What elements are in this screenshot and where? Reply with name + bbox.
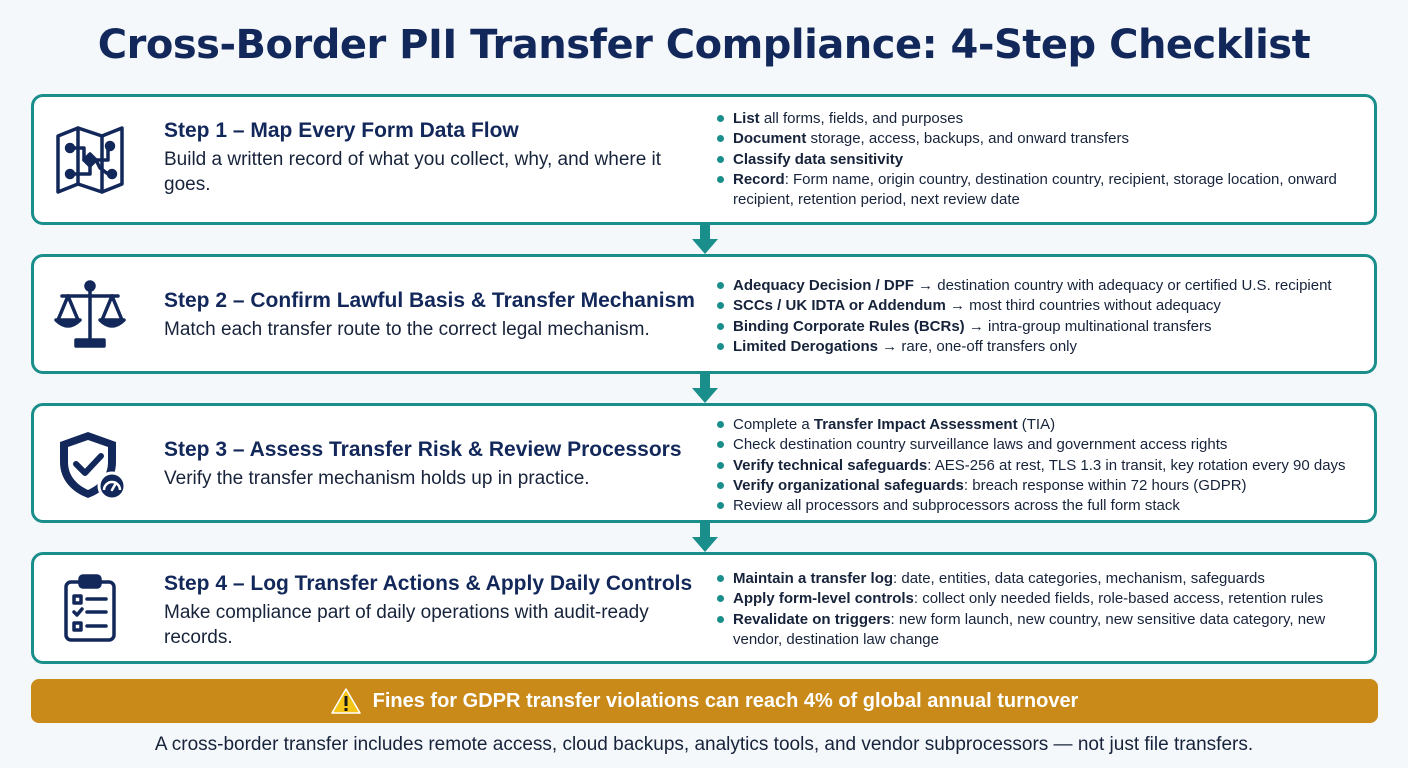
step-4-description: Make compliance part of daily operations with audit-ready records.	[164, 602, 649, 648]
list-item: Classify data sensitivity	[717, 150, 1362, 170]
down-arrow-icon	[691, 523, 719, 553]
list-item: Complete a Transfer Impact Assessment (TIA)	[717, 415, 1362, 435]
footer-note: A cross-border transfer includes remote access, cloud backups, analytics tools, and vendor subprocessors — not just file transfers.	[154, 734, 1254, 755]
clipboard-checklist-icon	[54, 572, 126, 644]
warning-banner	[31, 679, 1378, 723]
warning-text: Fines for GDPR transfer violations can reach 4% of global annual turnover	[372, 689, 1079, 712]
step-4-title: Step 4 – Log Transfer Actions & Apply Daily Controls	[164, 572, 693, 595]
list-item: Review all processors and subprocessors across the full form stack	[717, 496, 1362, 516]
list-item: Adequacy Decision / DPF → destination country with adequacy or certified U.S. recipient	[717, 276, 1362, 296]
step-1-card	[31, 94, 1377, 225]
list-item: Check destination country surveillance laws and government access rights	[717, 435, 1362, 455]
list-item: SCCs / UK IDTA or Addendum → most third countries without adequacy	[717, 296, 1362, 316]
map-flow-icon	[54, 124, 126, 196]
step-3-description: Verify the transfer mechanism holds up in practice.	[164, 468, 590, 489]
list-item: Document storage, access, backups, and onward transfers	[717, 129, 1362, 149]
step-3-title: Step 3 – Assess Transfer Risk & Review Processors	[164, 438, 682, 461]
list-item: Apply form-level controls: collect only needed fields, role-based access, retention rules	[717, 589, 1362, 609]
step-4-bullets	[717, 569, 1362, 650]
down-arrow-icon	[691, 374, 719, 404]
scales-icon	[54, 278, 126, 350]
step-2-card	[31, 254, 1377, 374]
page-title: Cross-Border PII Transfer Compliance: 4-Step Checklist	[97, 22, 1311, 68]
step-2-title: Step 2 – Confirm Lawful Basis & Transfer Mechanism	[164, 289, 695, 312]
step-1-bullets	[717, 109, 1362, 210]
step-1-title: Step 1 – Map Every Form Data Flow	[164, 119, 519, 142]
list-item: Verify organizational safeguards: breach response within 72 hours (GDPR)	[717, 476, 1362, 496]
list-item: Record: Form name, origin country, destination country, recipient, storage location, onward recipient, retention period, next review date	[717, 170, 1362, 211]
list-item: List all forms, fields, and purposes	[717, 109, 1362, 129]
list-item: Limited Derogations → rare, one-off transfers only	[717, 337, 1362, 357]
step-1-description: Build a written record of what you collect, why, and where it goes.	[164, 149, 662, 195]
list-item: Revalidate on triggers: new form launch, new country, new sensitive data category, new vendor, destination law change	[717, 610, 1362, 651]
shield-check-icon	[54, 428, 126, 500]
step-3-card	[31, 403, 1377, 523]
list-item: Binding Corporate Rules (BCRs) → intra-group multinational transfers	[717, 317, 1362, 337]
warning-icon	[331, 687, 361, 715]
step-4-card	[31, 552, 1377, 664]
list-item: Maintain a transfer log: date, entities, data categories, mechanism, safeguards	[717, 569, 1362, 589]
list-item: Verify technical safeguards: AES-256 at rest, TLS 1.3 in transit, key rotation every 90 days	[717, 456, 1362, 476]
step-3-bullets	[717, 415, 1362, 516]
down-arrow-icon	[691, 225, 719, 255]
step-2-bullets	[717, 276, 1362, 357]
step-2-description: Match each transfer route to the correct legal mechanism.	[164, 319, 650, 340]
